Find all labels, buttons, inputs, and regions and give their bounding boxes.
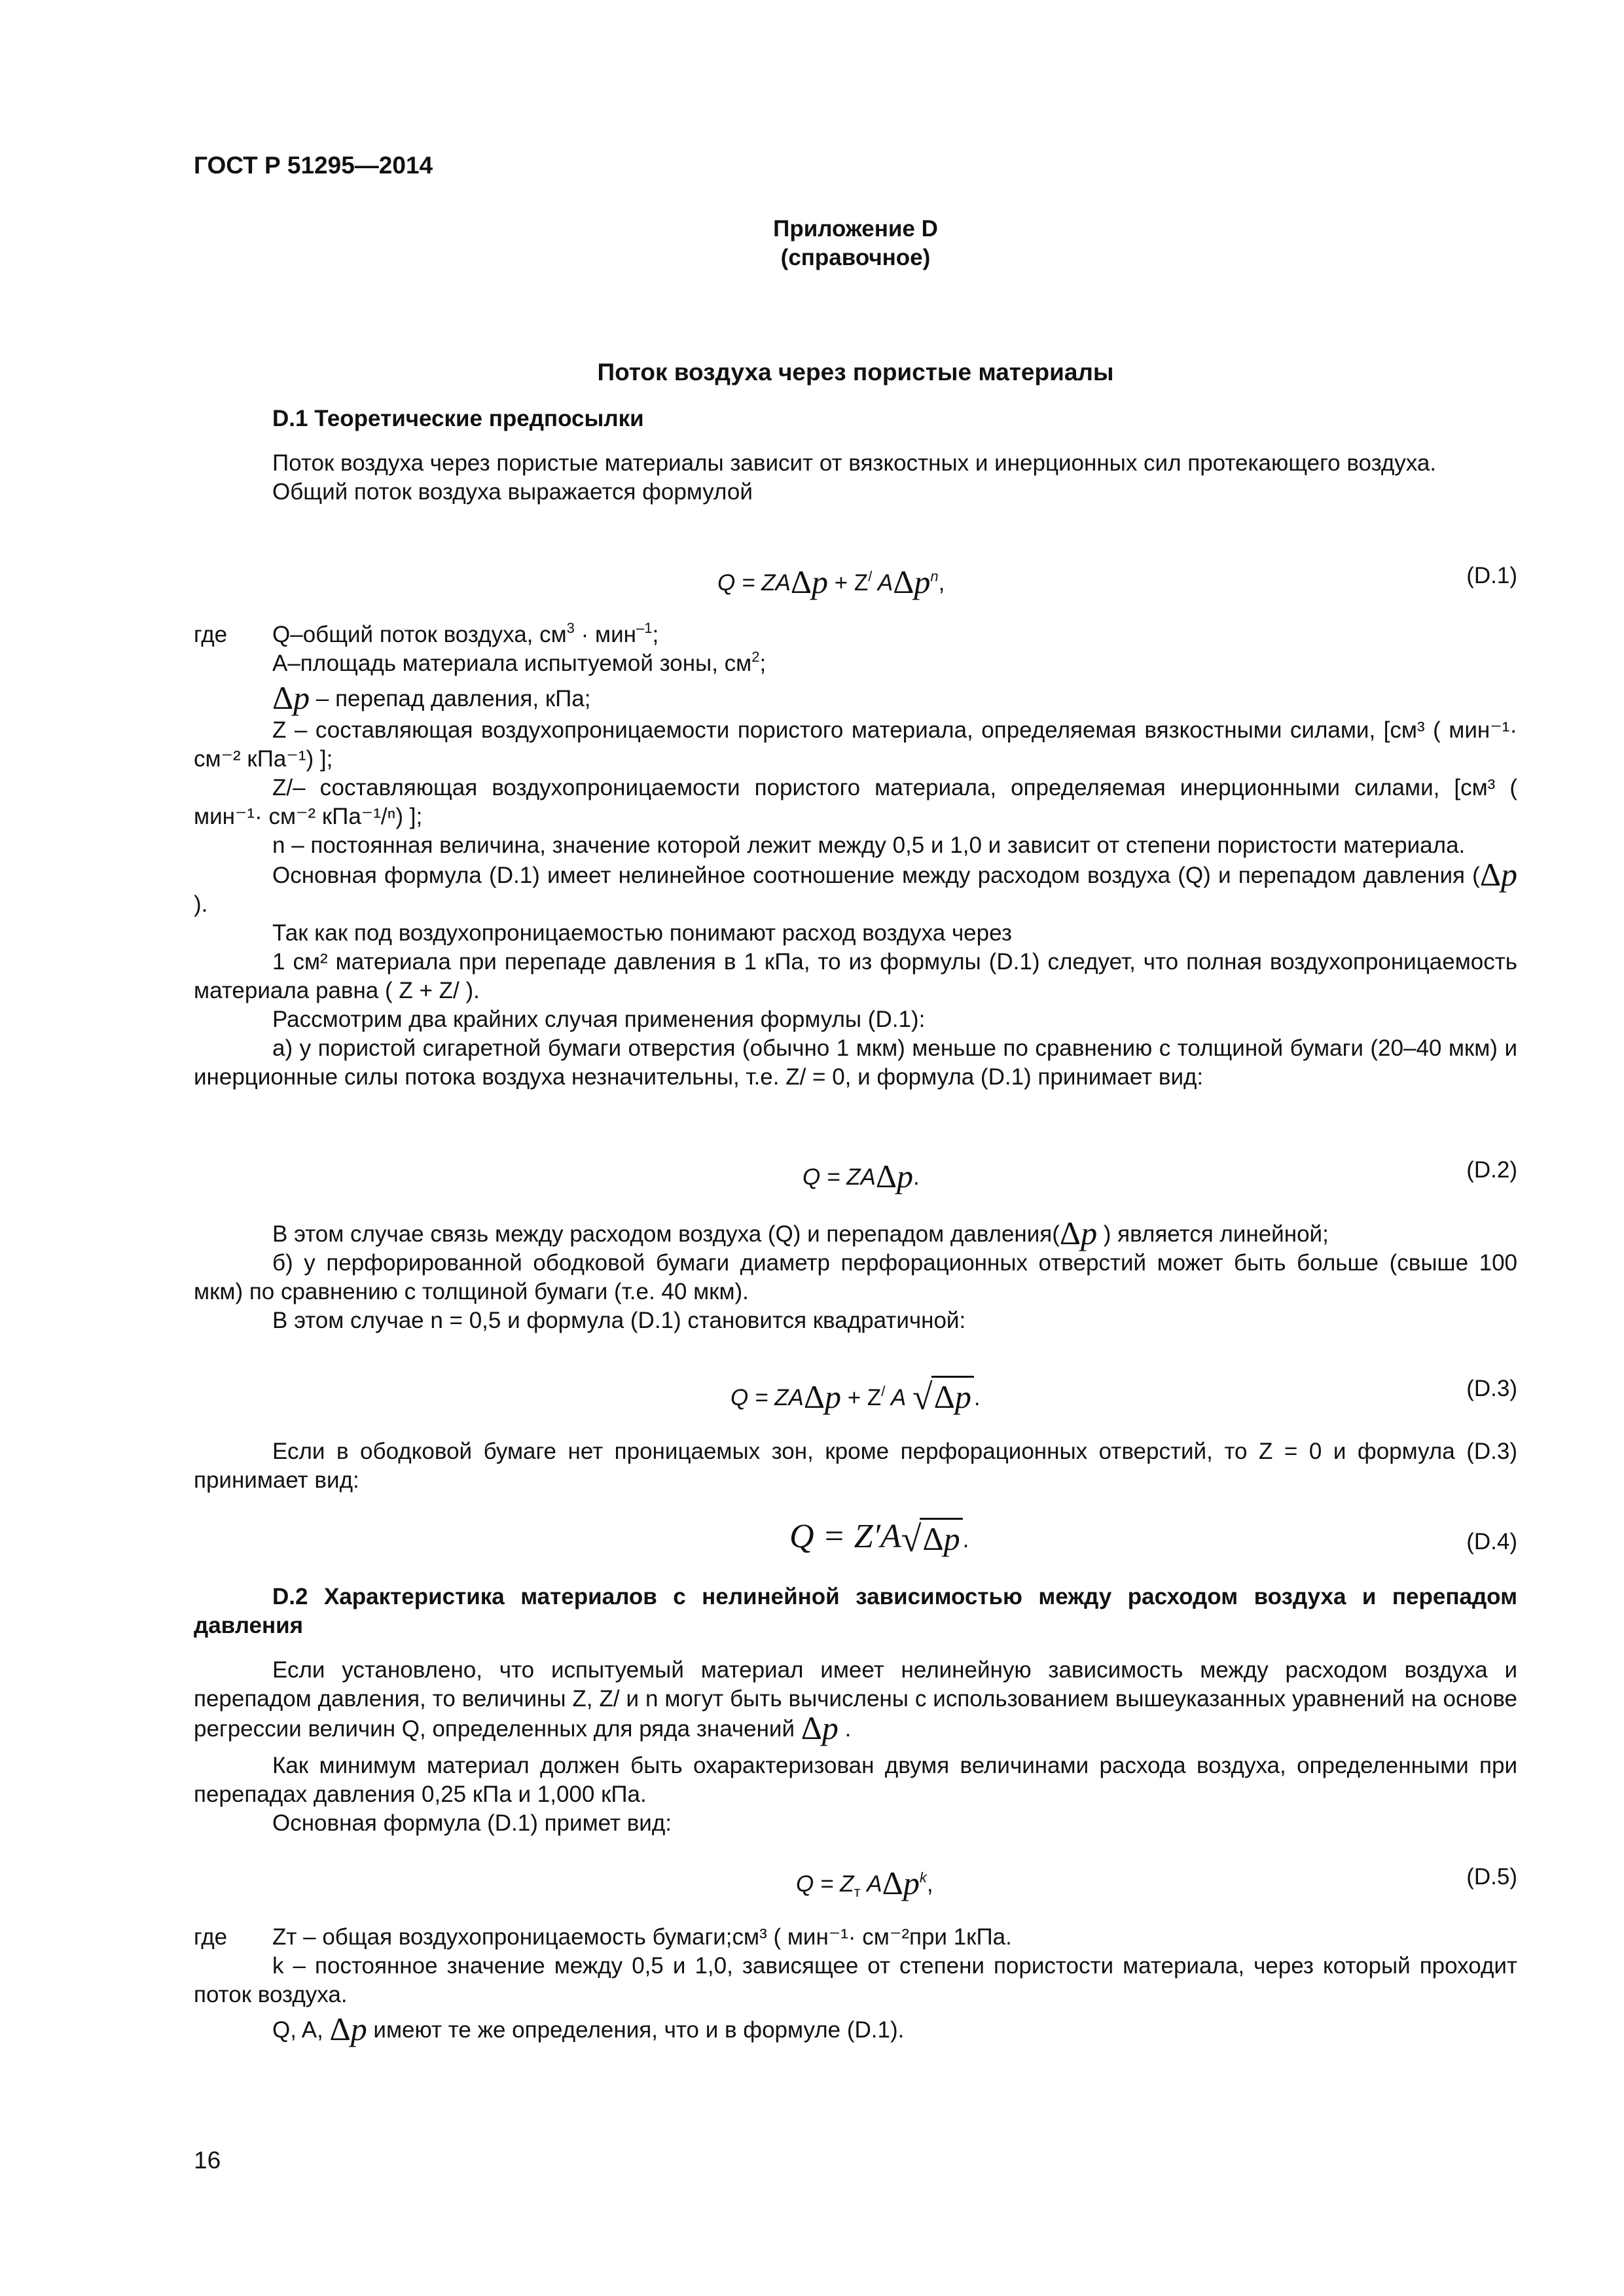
annex-subtitle: (справочное) xyxy=(780,245,931,270)
formula-number-d1: (D.1) xyxy=(1466,563,1517,588)
d1-paragraph-9: б) у перфорированной ободковой бумаги диаметр перфорационных отверстий может быть больше (свыше 100 мкм) по сравнению с толщиной бумаги (т.е. 40 мкм). xyxy=(194,1250,1517,1304)
annex-title: Приложение D xyxy=(773,216,938,242)
standard-header: ГОСТ Р 51295—2014 xyxy=(194,152,433,179)
d2-definitions-cont xyxy=(194,1952,1517,2045)
delta-p-symbol: Δp xyxy=(790,564,828,600)
d1-paragraph-8: В этом случае связь между расходом воздуха (Q) и перепадом давления(Δp ) является линейной; xyxy=(272,1215,1329,1251)
formula-d4: Q = Z′A√Δp . (D.4) xyxy=(789,1518,1517,1560)
formula-d3: Q = ZAΔp + Z/ A √Δp . (D.3) xyxy=(731,1376,1517,1418)
d1-paragraph-5: 1 см² материала при перепаде давления в 1 кПа, то из формулы (D.1) следует, что полная воздухопроницаемость материала равна ( Z + Z/ ). xyxy=(194,949,1517,1003)
def-z: Z – составляющая воздухопроницаемости пористого материала, определяемая вязкостными силами, [см³ ( мин⁻¹· см⁻² кПа⁻¹) ]; xyxy=(194,717,1517,772)
d1-definitions xyxy=(194,620,1517,716)
d1-intro xyxy=(194,404,1517,507)
d1-paragraph-11: Если в ободковой бумаге нет проницаемых зон, кроме перфорационных отверстий, то Z = 0 и формула (D.3) принимает вид: xyxy=(194,1439,1517,1493)
d1-end xyxy=(194,1437,1517,1495)
def-qa: Q, A, Δp имеют те же определения, что и в формуле (D.1). xyxy=(272,2011,905,2047)
d1-definitions-cont xyxy=(194,716,1517,1092)
d1-paragraph-7: а) у пористой сигаретной бумаги отверстия (обычно 1 мкм) меньше по сравнению с толщиной бумаги (20–40 мкм) и инерционные силы потока воздуха незначительны, т.е. Z/ = 0, и формула (D.1) принимает вид: xyxy=(194,1035,1517,1090)
formula-number-d3: (D.3) xyxy=(1466,1376,1517,1401)
d1-paragraph-6: Рассмотрим два крайних случая применения формулы (D.1): xyxy=(272,1007,926,1032)
d1-paragraph-4: Так как под воздухопроницаемостью понимают расход воздуха через xyxy=(272,920,1012,946)
def-dp: Δp – перепад давления, кПа; xyxy=(272,679,591,716)
d2-paragraph-2: Как минимум материал должен быть охарактеризован двумя величинами расхода воздуха, определенными при перепадах давления 0,25 кПа и 1,000 кПа. xyxy=(194,1753,1517,1807)
def-q: Q–общий поток воздуха, $см^3 \cdot мин^{-1}$; xyxy=(272,620,659,647)
sqrt-icon: √ xyxy=(912,1377,933,1418)
formula-d1: Q = ZAΔp + Z/ AΔp$^n$, (D.1) xyxy=(717,563,1517,600)
d1-middle xyxy=(194,1215,1517,1335)
where-label: где xyxy=(194,622,228,647)
d1-paragraph-1: Поток воздуха через пористые материалы зависит от вязкостных и инерционных сил протекающего воздуха. xyxy=(272,450,1437,476)
def-a: A–площадь материала испытуемой зоны, $см^2$; xyxy=(272,649,767,676)
formula-d2: Q = ZAΔp. (D.2) xyxy=(803,1157,1517,1194)
def-zt: Zт – общая воздухопроницаемость бумаги;см³ ( мин⁻¹· см⁻²при 1кПа. xyxy=(272,1924,1012,1950)
formula-number-d2: (D.2) xyxy=(1466,1157,1517,1183)
def-zprime: Z/– составляющая воздухопроницаемости пористого материала, определяемая инерционными силами, [см³ ( мин⁻¹· см⁻² кПа⁻¹/ⁿ) ]; xyxy=(194,775,1517,829)
where-label-2: где xyxy=(194,1924,228,1950)
page-number: 16 xyxy=(194,2147,221,2174)
formula-number-d5: (D.5) xyxy=(1466,1864,1517,1890)
formula-d5: $Q = Z_т$ AΔp$^k$, (D.5) xyxy=(796,1864,1517,1901)
def-k: k – постоянное значение между 0,5 и 1,0, зависящее от степени пористости материала, через который проходит поток воздуха. xyxy=(194,1953,1517,2007)
d2-section xyxy=(194,1583,1517,1838)
d2-definitions xyxy=(194,1923,1517,1952)
d1-paragraph-10: В этом случае n = 0,5 и формула (D.1) становится квадратичной: xyxy=(272,1308,966,1333)
d1-paragraph-3: Основная формула (D.1) имеет нелинейное соотношение между расходом воздуха (Q) и перепадом давления (Δp ). xyxy=(194,856,1517,917)
def-n: n – постоянная величина, значение которой лежит между 0,5 и 1,0 и зависит от степени пористости материала. xyxy=(272,833,1466,858)
d2-paragraph-3: Основная формула (D.1) примет вид: xyxy=(272,1810,672,1836)
d1-paragraph-2: Общий поток воздуха выражается формулой xyxy=(272,479,753,505)
formula-number-d4: (D.4) xyxy=(1466,1529,1517,1554)
section-title: Поток воздуха через пористые материалы xyxy=(597,359,1114,386)
d1-heading: D.1 Теоретические предпосылки xyxy=(272,406,644,431)
d2-heading: D.2 Характеристика материалов с нелинейной зависимостью между расходом воздуха и перепадом давления xyxy=(194,1584,1517,1638)
d2-paragraph-1: Если установлено, что испытуемый материал имеет нелинейную зависимость между расходом воздуха и перепадом давления, то величины Z, Z/ и n могут быть вычислены с использованием вышеуказанных уравнений на основе регрессии величин Q, определенных для ряда значений Δp . xyxy=(194,1657,1517,1746)
